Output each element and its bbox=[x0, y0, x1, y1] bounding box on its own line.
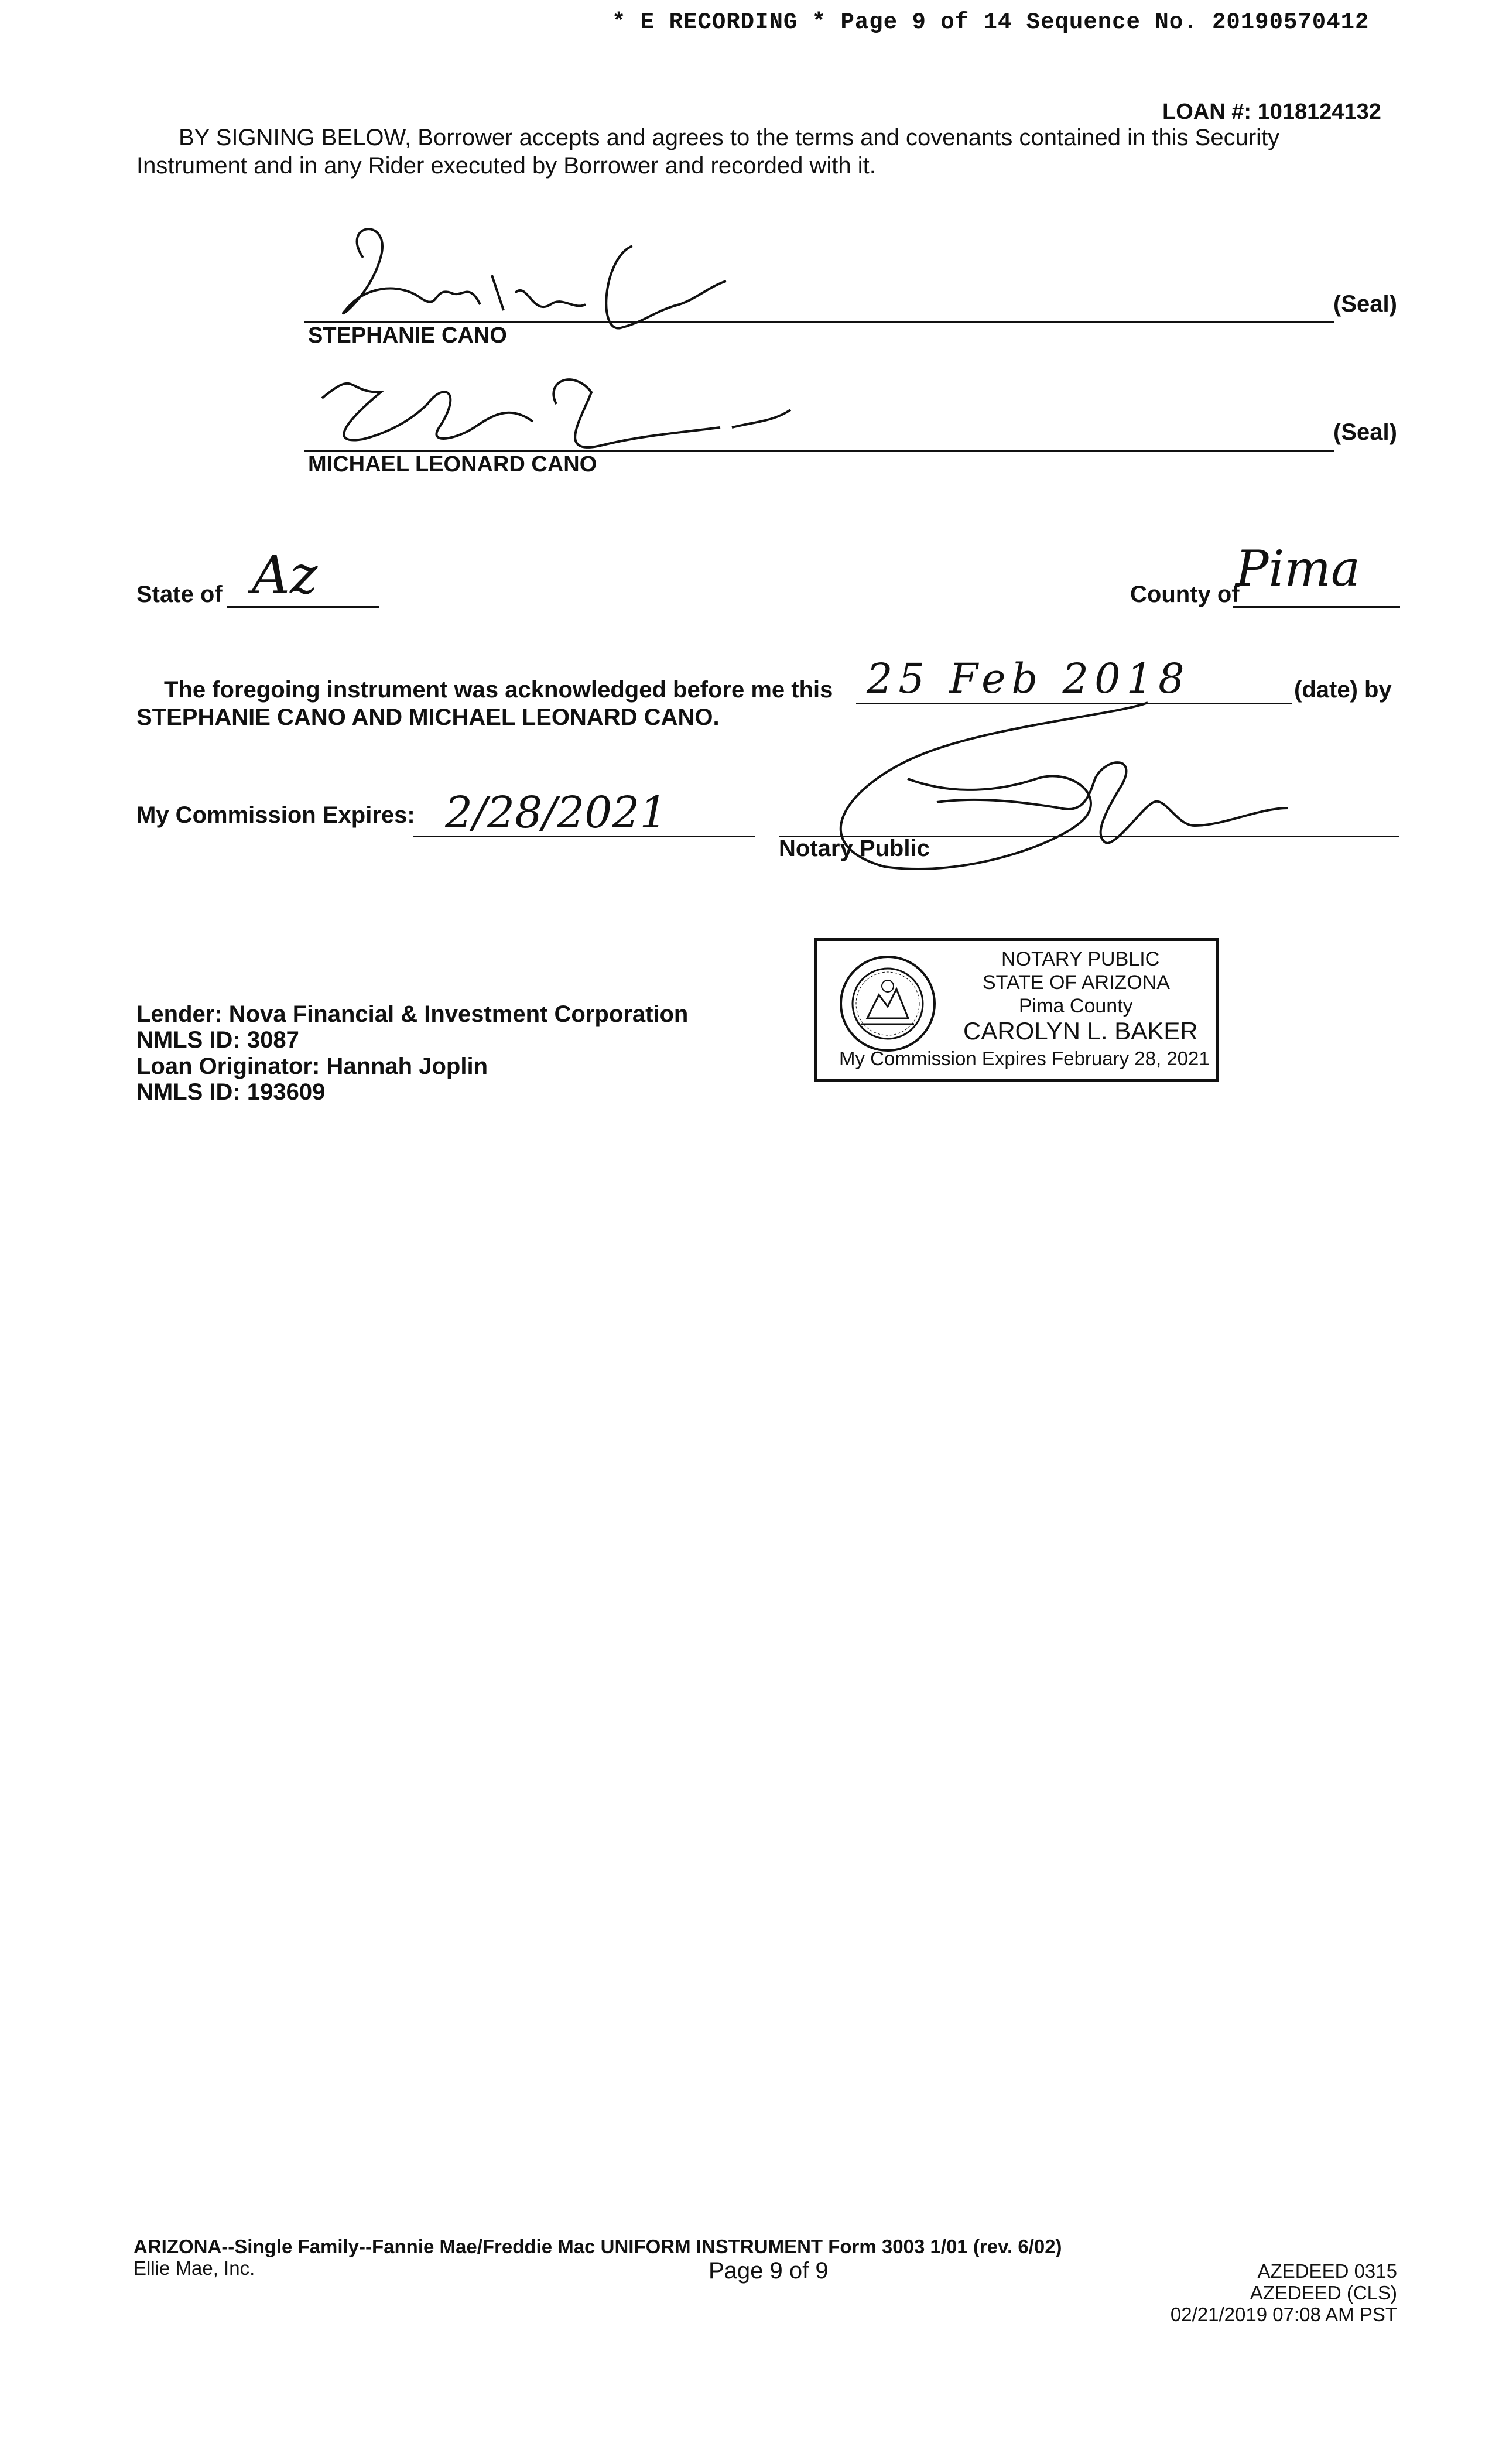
county-label: County of bbox=[1130, 581, 1240, 607]
stamp-line-1: NOTARY PUBLIC bbox=[1001, 948, 1160, 970]
borrower-1-seal: (Seal) bbox=[1333, 291, 1397, 317]
footer-form-line: ARIZONA--Single Family--Fannie Mae/Freddie Mac UNIFORM INSTRUMENT Form 3003 1/01 (rev. 6/02) bbox=[134, 2236, 1062, 2257]
footer-page-number: Page 9 of 9 bbox=[709, 2258, 829, 2284]
stamp-line-2: STATE OF ARIZONA bbox=[983, 971, 1170, 994]
loan-originator: Loan Originator: Hannah Joplin bbox=[136, 1053, 488, 1079]
ack-names: STEPHANIE CANO AND MICHAEL LEONARD CANO. bbox=[136, 704, 720, 730]
ack-date-value: 25 Feb 2018 bbox=[867, 655, 1190, 703]
arizona-seal-icon bbox=[838, 954, 937, 1053]
footer-company: Ellie Mae, Inc. bbox=[134, 2257, 255, 2279]
state-label: State of bbox=[136, 581, 223, 607]
footer-timestamp: 02/21/2019 07:08 AM PST bbox=[1170, 2304, 1397, 2325]
notary-stamp bbox=[814, 938, 1219, 1082]
state-value: Az bbox=[252, 545, 318, 606]
loan-value: 1018124132 bbox=[1257, 100, 1381, 124]
stamp-line-5: My Commission Expires February 28, 2021 bbox=[839, 1048, 1210, 1069]
stamp-line-4: CAROLYN L. BAKER bbox=[963, 1017, 1198, 1045]
intro-line-2: Instrument and in any Rider executed by Borrower and recorded with it. bbox=[136, 153, 876, 179]
state-line bbox=[227, 606, 379, 608]
intro-line-1: BY SIGNING BELOW, Borrower accepts and agrees to the terms and covenants contained in this Security bbox=[179, 125, 1280, 150]
county-value: Pima bbox=[1236, 540, 1361, 597]
loan-number bbox=[1162, 100, 1381, 125]
borrower-2-seal: (Seal) bbox=[1333, 419, 1397, 445]
loan-label: LOAN #: bbox=[1162, 100, 1251, 124]
borrower-2-signature bbox=[310, 357, 837, 457]
borrower-1-signature-line bbox=[304, 321, 1334, 323]
borrower-2-name: MICHAEL LEONARD CANO bbox=[308, 452, 597, 477]
county-line bbox=[1233, 606, 1400, 608]
lender-line: Lender: Nova Financial & Investment Corporation bbox=[136, 1001, 689, 1027]
lender-nmls-id: NMLS ID: 3087 bbox=[136, 1027, 299, 1053]
commission-label: My Commission Expires: bbox=[136, 802, 415, 828]
stamp-line-3: Pima County bbox=[1019, 995, 1133, 1017]
recording-header: * E RECORDING * Page 9 of 14 Sequence No. 20190570412 bbox=[612, 9, 1370, 35]
footer-code-2: AZEDEED (CLS) bbox=[1250, 2282, 1397, 2304]
originator-nmls-id: NMLS ID: 193609 bbox=[136, 1079, 326, 1105]
footer-code-1: AZEDEED 0315 bbox=[1257, 2260, 1397, 2282]
ack-prefix: The foregoing instrument was acknowledged before me this bbox=[164, 677, 833, 703]
commission-value: 2/28/2021 bbox=[445, 788, 668, 838]
ack-suffix: (date) by bbox=[1294, 677, 1392, 703]
borrower-1-name: STEPHANIE CANO bbox=[308, 323, 507, 348]
notary-label: Notary Public bbox=[779, 836, 930, 861]
